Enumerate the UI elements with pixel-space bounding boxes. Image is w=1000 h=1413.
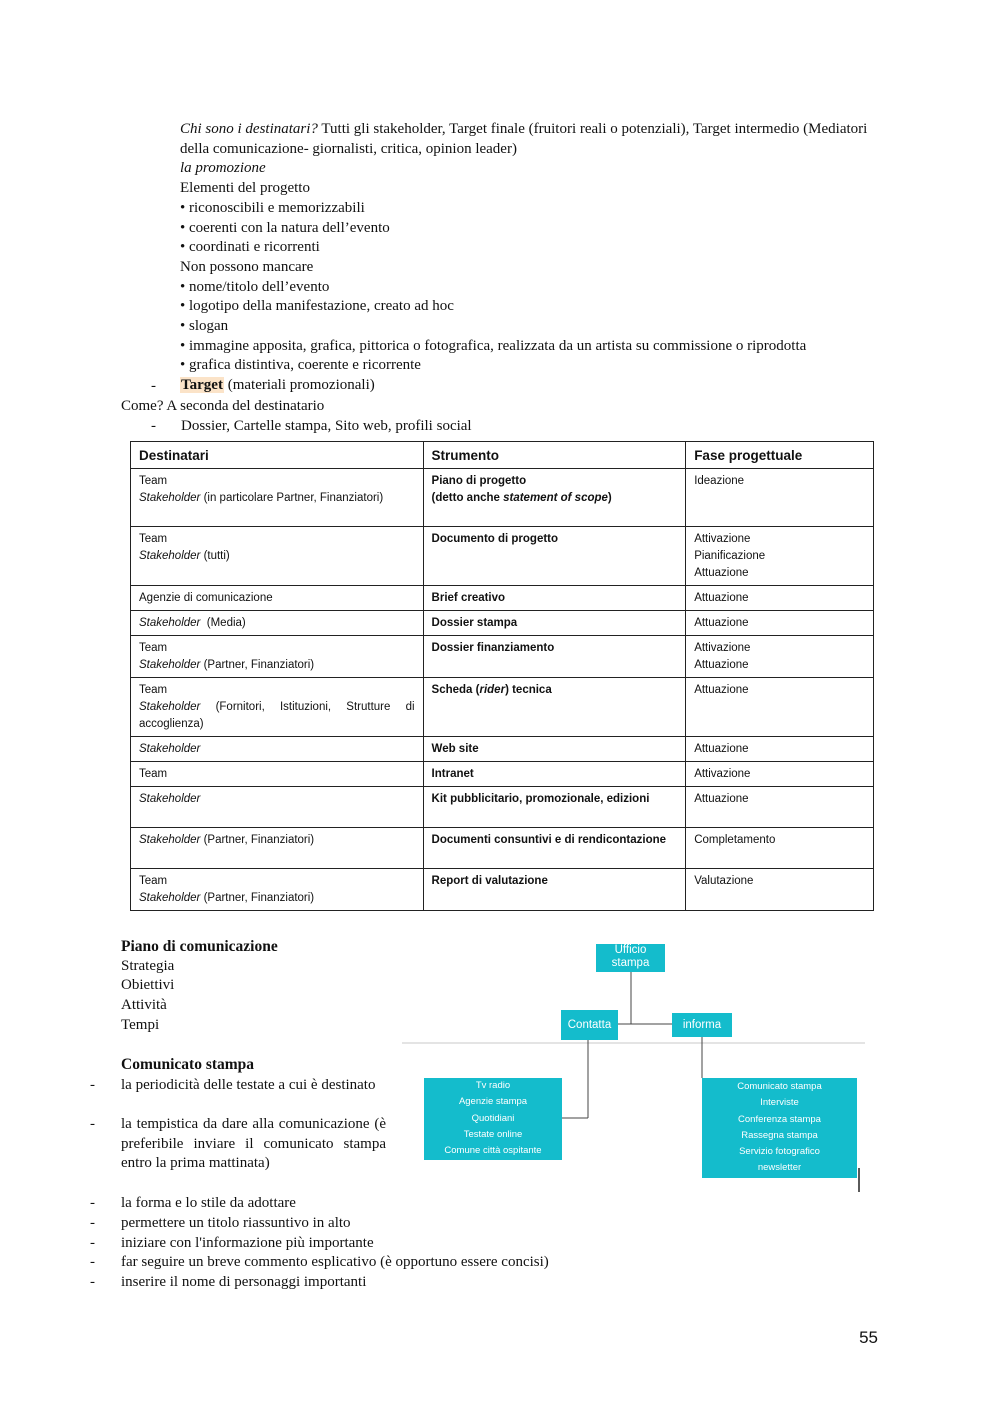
must-item: • nome/titolo dell’evento [180, 278, 330, 295]
table-row: Stakeholder Kit pubblicitario, promozionale, edizioni Attuazione [131, 787, 874, 828]
table-row: Team Stakeholder (Fornitori, Istituzioni, Strutture di accoglienza) Scheda (rider) tecnica Attuazione [131, 678, 874, 737]
must-item: • grafica distintiva, coerente e ricorrente [180, 357, 421, 374]
table-row: Agenzie di comunicazione Brief creativo Attuazione [131, 586, 874, 611]
piano-title: Piano di comunicazione [121, 938, 278, 955]
elements-item: • coordinati e ricorrenti [180, 239, 320, 256]
table-row: Stakeholder Web site Attuazione [131, 737, 874, 762]
dash: - [90, 1116, 95, 1132]
question-text: Tutti gli stakeholder, Target finale (fruitori reali o potenziali), Target intermedio (Mediatori della comunicazione- giornalisti, critica, opinion leader) [180, 121, 868, 157]
dash: - [90, 1235, 95, 1251]
table-header [131, 442, 874, 469]
elements-item: • coerenti con la natura dell’evento [180, 219, 390, 236]
contatta-box: Contatta [561, 1010, 618, 1040]
comunicato-bullet: la periodicità delle testate a cui è destinato [121, 1077, 376, 1093]
dash: - [90, 1077, 95, 1093]
intro-question [180, 120, 890, 159]
piano-item: Attività [121, 997, 167, 1014]
dash: - [90, 1254, 95, 1270]
comunicato-bullet: permettere un titolo riassuntivo in alto [121, 1215, 351, 1231]
table-row: Team Stakeholder (in particolare Partner, Finanziatori) Piano di progetto (detto anche statement of scope) Ideazione [131, 469, 874, 527]
comunicato-bullet: far seguire un breve commento esplicativo (è opportuno essere concisi) [121, 1254, 549, 1270]
piano-section [121, 937, 411, 1075]
dash: - [90, 1215, 95, 1231]
elements-title: Elementi del progetto [180, 180, 310, 197]
piano-item: Tempi [121, 1016, 160, 1033]
elements-item: • riconoscibili e memorizzabili [180, 199, 365, 216]
informa-box: informa [672, 1013, 732, 1037]
promo-label: la promozione [180, 160, 266, 177]
piano-item: Obiettivi [121, 977, 175, 994]
dash: - [151, 418, 156, 434]
must-title: Non possono mancare [180, 258, 314, 275]
comunicato-bullet: iniziare con l'informazione più importante [121, 1235, 374, 1251]
table-row: Team Stakeholder (tutti) Documento di progetto Attivazione Pianificazione Attuazione [131, 527, 874, 586]
comunicato-bullet: la tempistica da dare alla comunicazione (è preferibile inviare il comunicato stampa entro la prima mattinata) [121, 1116, 386, 1172]
tools-table [130, 441, 874, 911]
dash: - [151, 378, 156, 394]
table-row: Team Intranet Attivazione [131, 762, 874, 787]
table-row: Team Stakeholder (Partner, Finanziatori) Dossier finanziamento Attivazione Attuazione [131, 636, 874, 678]
question-italic: Chi sono i destinatari? [180, 121, 318, 137]
dash: - [90, 1274, 95, 1290]
informa-list-box: Comunicato stampa Interviste Conferenza stampa Rassegna stampa Servizio fotografico newsletter [702, 1078, 857, 1178]
come-line: Come? A seconda del destinatario [121, 398, 325, 414]
target-highlight: Target [181, 377, 223, 394]
must-item: • slogan [180, 318, 229, 335]
contatta-list-box: Tv radio Agenzie stampa Quotidiani Testate online Comune città ospitante [424, 1078, 562, 1160]
piano-item: Strategia [121, 957, 175, 974]
intro-section [180, 120, 890, 396]
table-row: Team Stakeholder (Partner, Finanziatori) Report di valutazione Valutazione [131, 869, 874, 911]
table-row: Stakeholder (Partner, Finanziatori) Documenti consuntivi e di rendicontazione Completamento [131, 828, 874, 869]
comunicato-bullet: la forma e lo stile da adottare [121, 1195, 296, 1211]
header-fase: Fase progettuale [686, 442, 874, 469]
ufficio-stampa-box: Ufficio stampa [596, 944, 665, 972]
header-destinatari: Destinatari [131, 442, 424, 469]
header-strumento: Strumento [423, 442, 686, 469]
dossier-line: Dossier, Cartelle stampa, Sito web, profili social [181, 418, 472, 434]
must-item: • immagine apposita, grafica, pittorica o fotografica, realizzata da un artista su commissione o riprodotta [180, 337, 807, 354]
dash: - [90, 1195, 95, 1211]
must-item: • logotipo della manifestazione, creato ad hoc [180, 298, 454, 315]
page-number: 55 [859, 1328, 878, 1347]
table-row: Stakeholder (Media) Dossier stampa Attuazione [131, 611, 874, 636]
comunicato-bullet: inserire il nome di personaggi importanti [121, 1274, 367, 1290]
ufficio-stampa-diagram [400, 940, 870, 1200]
comunicato-title: Comunicato stampa [121, 1056, 255, 1074]
target-line: Target (materiali promozionali) [181, 377, 375, 394]
